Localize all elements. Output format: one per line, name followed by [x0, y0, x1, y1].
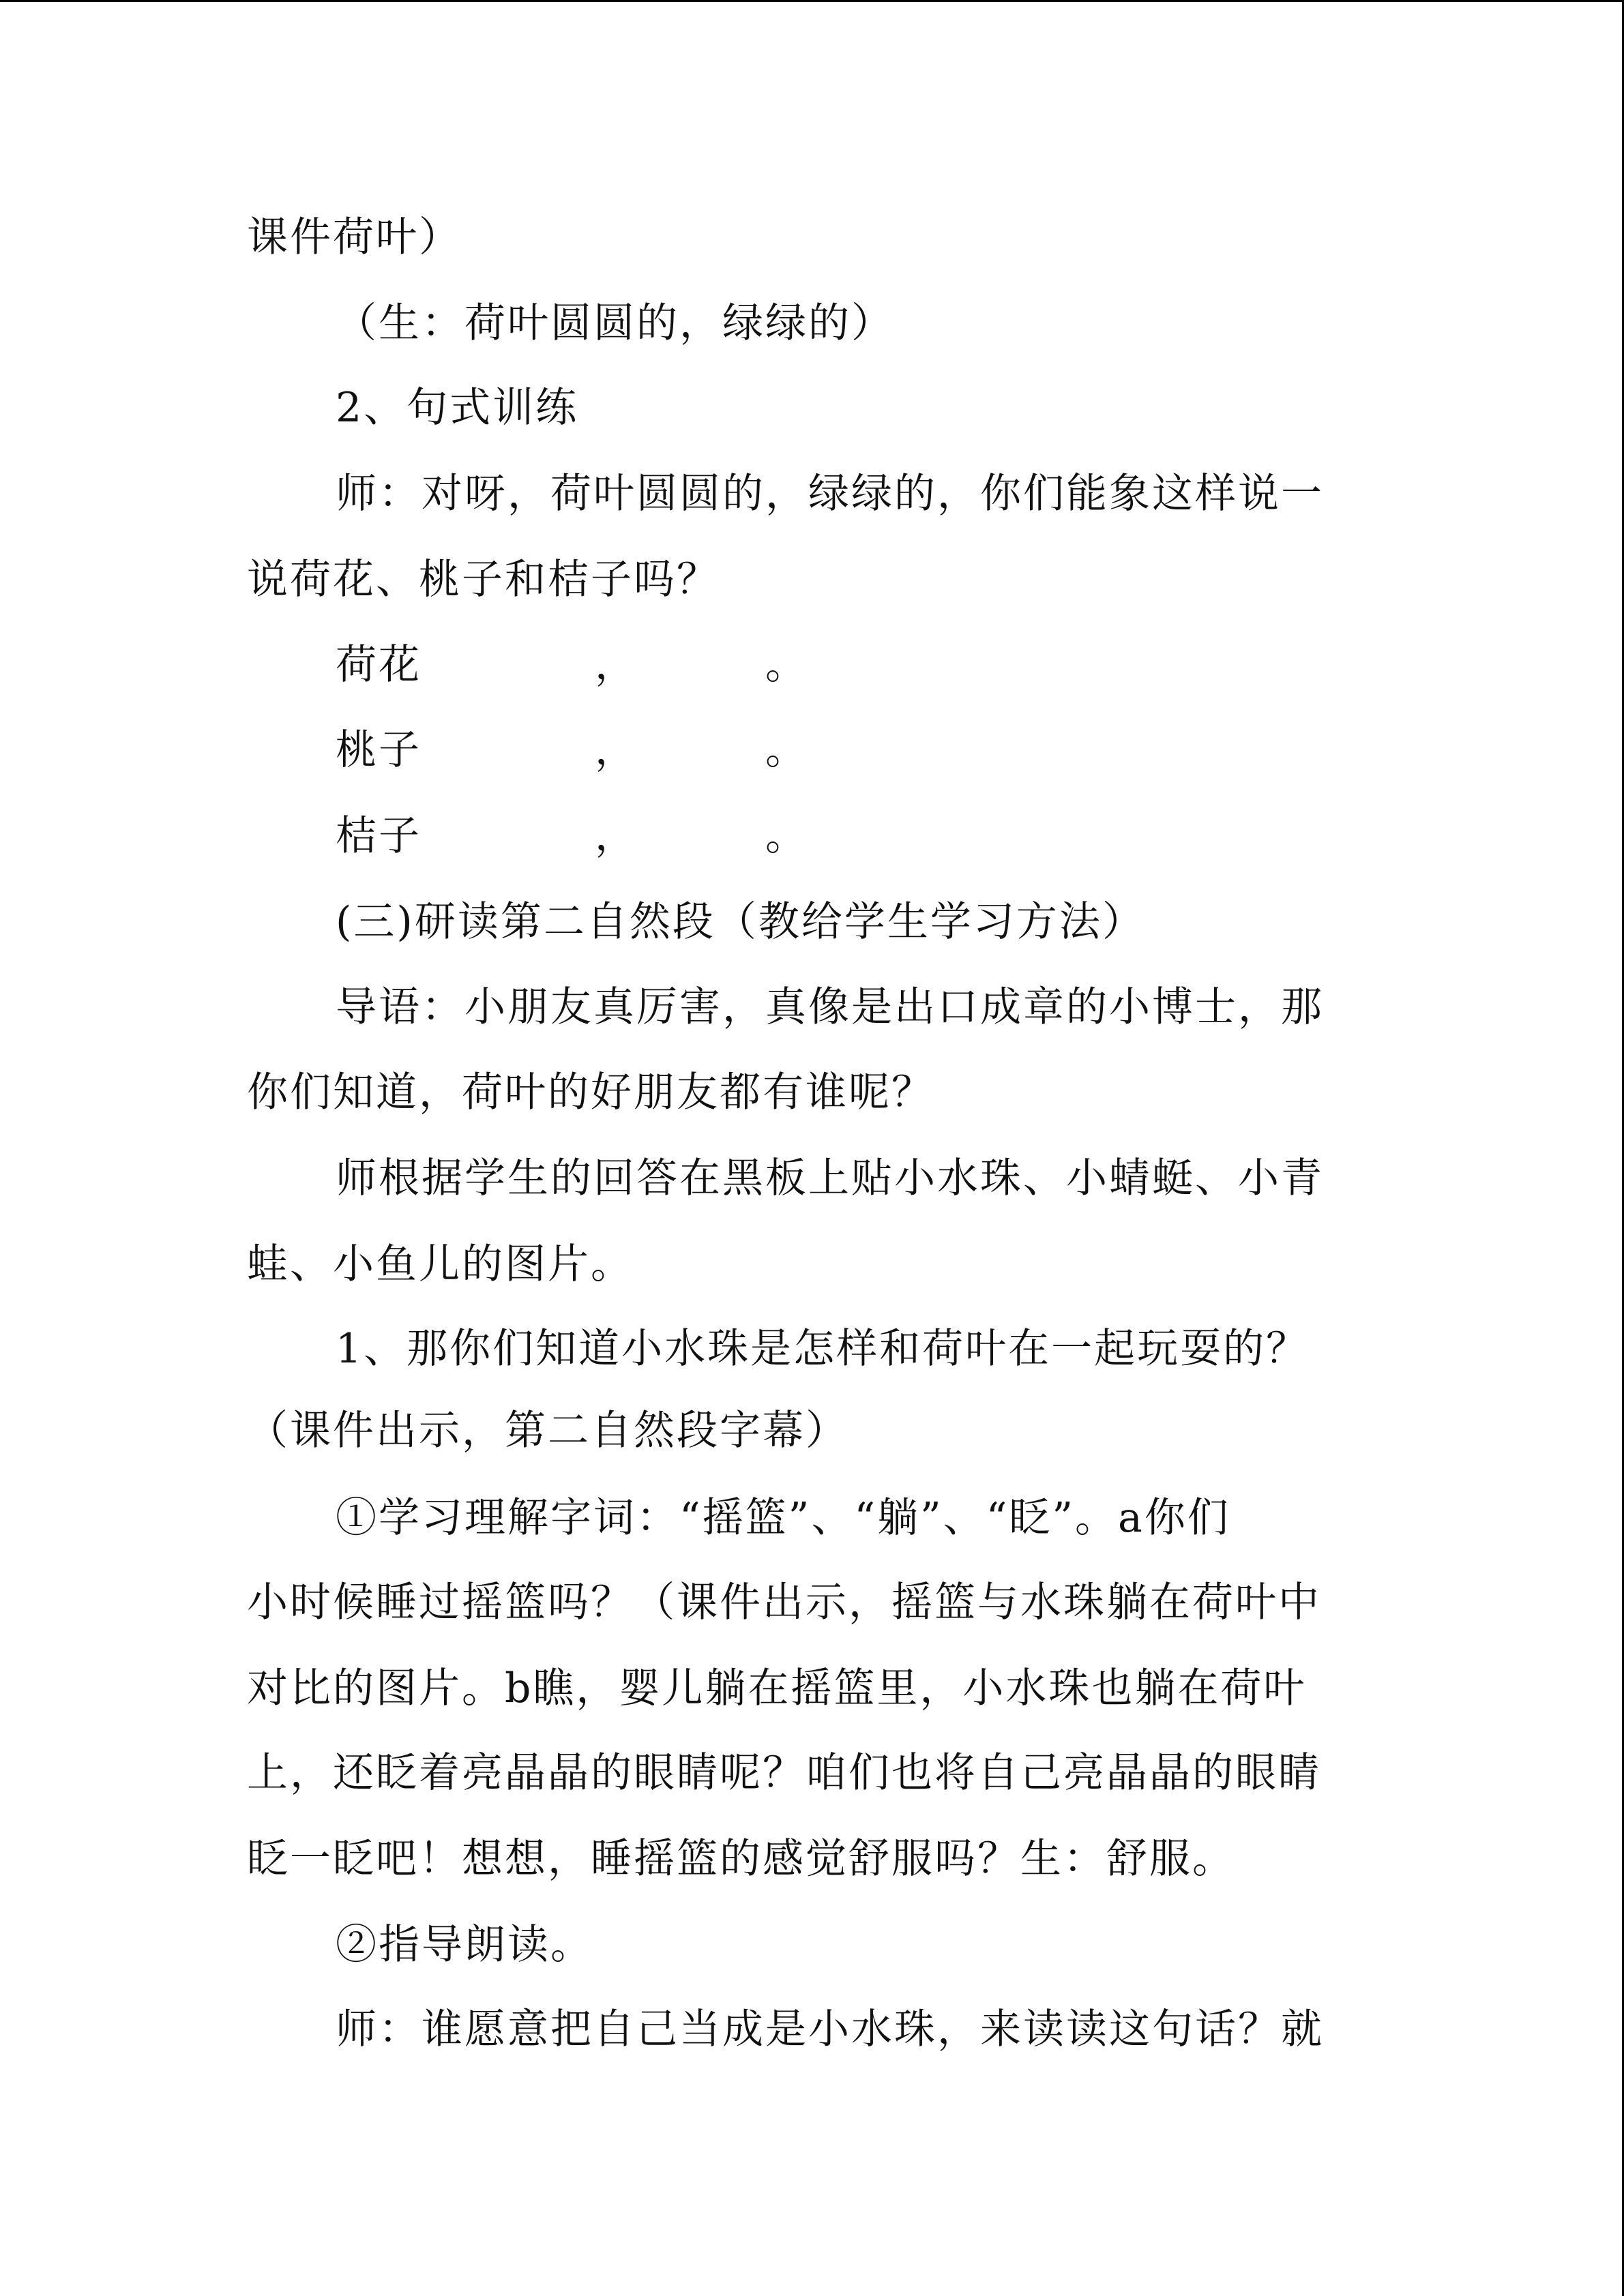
text-line: 小时候睡过摇篮吗？（课件出示，摇篮与水珠躺在荷叶中	[247, 1579, 1321, 1626]
blank-comma: ，	[595, 641, 638, 689]
blank-comma: ，	[595, 812, 638, 860]
text-line: ②指导朗读。	[336, 1921, 593, 1969]
text-line: 课件荷叶）	[247, 213, 462, 261]
page-top-border	[0, 0, 1624, 2]
text-line: 你们知道，荷叶的好朋友都有谁呢？	[247, 1069, 934, 1116]
fill-blank-row	[336, 809, 808, 863]
fill-blank-row	[336, 638, 808, 692]
blank-period: 。	[765, 641, 808, 689]
text-line: （课件出示，第二自然段字幕）	[247, 1407, 848, 1455]
blank-label: 荷花	[336, 641, 422, 689]
text-line: 说荷花、桃子和桔子吗？	[247, 556, 720, 603]
blank-period: 。	[765, 812, 808, 860]
text-line: 师：谁愿意把自己当成是小水珠，来读读这句话？就	[336, 2006, 1324, 2053]
text-line: ①学习理解字词：“摇篮”、“躺”、“眨”。a你们	[336, 1494, 1230, 1542]
text-line: （生：荷叶圆圆的，绿绿的）	[336, 299, 894, 347]
text-line: 师：对呀，荷叶圆圆的，绿绿的，你们能象这样说一	[336, 470, 1324, 518]
blank-label: 桃子	[336, 726, 422, 774]
section-heading: 2、句式训练	[336, 384, 579, 432]
text-line: 导语：小朋友真厉害，真像是出口成章的小博士，那	[336, 983, 1324, 1031]
blank-period: 。	[765, 726, 808, 774]
text-line: 师根据学生的回答在黑板上贴小水珠、小蜻蜓、小青	[336, 1154, 1324, 1202]
section-heading: (三)研读第二自然段（教给学生学习方法）	[336, 898, 1145, 946]
text-line: 1、那你们知道小水珠是怎样和荷叶在一起玩耍的？	[336, 1325, 1310, 1373]
blank-label: 桔子	[336, 812, 422, 860]
text-line: 对比的图片。b瞧，婴儿躺在摇篮里，小水珠也躺在荷叶	[247, 1665, 1307, 1712]
text-line: 眨一眨吧！想想，睡摇篮的感觉舒服吗？生：舒服。	[247, 1835, 1235, 1883]
blank-comma: ，	[595, 726, 638, 774]
text-line: 蛙、小鱼儿的图片。	[247, 1240, 634, 1288]
text-line: 上，还眨着亮晶晶的眼睛呢？咱们也将自己亮晶晶的眼睛	[247, 1749, 1321, 1797]
fill-blank-row	[336, 723, 808, 777]
